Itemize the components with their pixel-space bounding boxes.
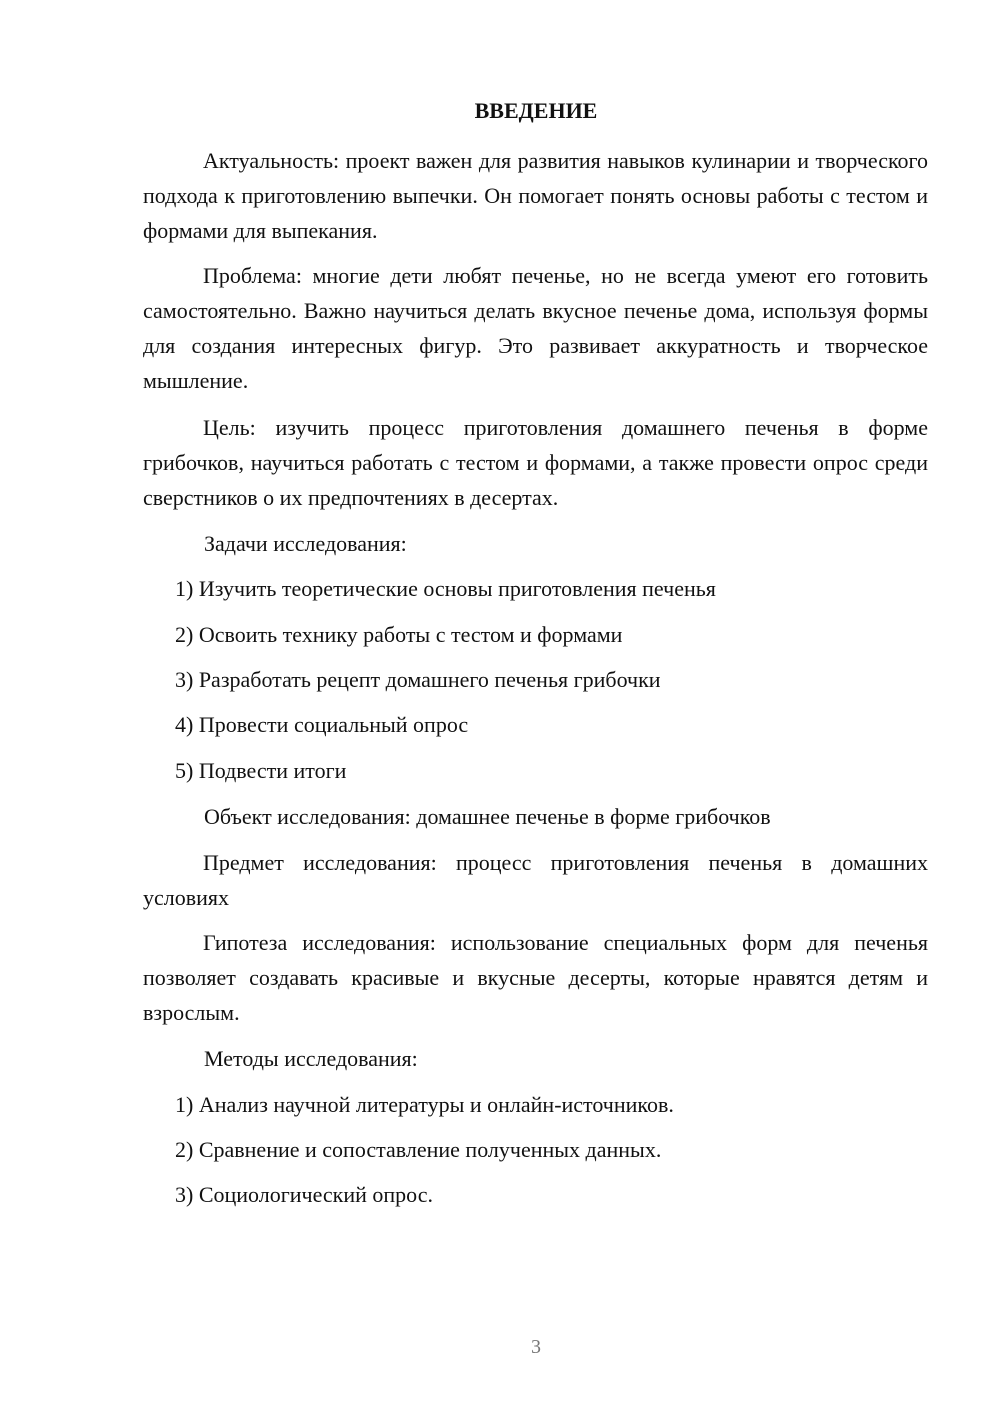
subject-paragraph: Предмет исследования: процесс приготовления печенья в домашних условиях — [143, 850, 928, 910]
tasks-heading: Задачи исследования: — [204, 531, 407, 556]
task-item: 1) Изучить теоретические основы приготовления печенья — [175, 576, 716, 601]
task-item: 3) Разработать рецепт домашнего печенья грибочки — [175, 667, 661, 692]
object-line: Объект исследования: домашнее печенье в форме грибочков — [204, 804, 771, 829]
problem-paragraph: Проблема: многие дети любят печенье, но не всегда умеют его готовить самостоятельно. Важно научиться делать вкусное печенье дома, используя формы для создания интересных фигур. Это развивает аккуратность и творческое мышление. — [143, 263, 928, 393]
task-item: 4) Провести социальный опрос — [175, 712, 469, 737]
page-number: 3 — [531, 1336, 541, 1358]
method-item: 1) Анализ научной литературы и онлайн-источников. — [175, 1092, 674, 1117]
task-item: 5) Подвести итоги — [175, 758, 347, 783]
goal-paragraph: Цель: изучить процесс приготовления домашнего печенья в форме грибочков, научиться работать с тестом и формами, а также провести опрос среди сверстников о их предпочтениях в десертах. — [143, 415, 928, 510]
methods-heading: Методы исследования: — [204, 1046, 418, 1071]
relevance-paragraph: Актуальность: проект важен для развития навыков кулинарии и творческого подхода к приготовлению выпечки. Он помогает понять основы работы с тестом и формами для выпекания. — [143, 148, 928, 243]
method-item: 3) Социологический опрос. — [175, 1182, 433, 1207]
section-heading: ВВЕДЕНИЕ — [474, 98, 598, 123]
hypothesis-paragraph: Гипотеза исследования: использование специальных форм для печенья позволяет создавать красивые и вкусные десерты, которые нравятся детям и взрослым. — [143, 930, 928, 1025]
task-item: 2) Освоить технику работы с тестом и формами — [175, 622, 623, 647]
method-item: 2) Сравнение и сопоставление полученных данных. — [175, 1137, 662, 1162]
